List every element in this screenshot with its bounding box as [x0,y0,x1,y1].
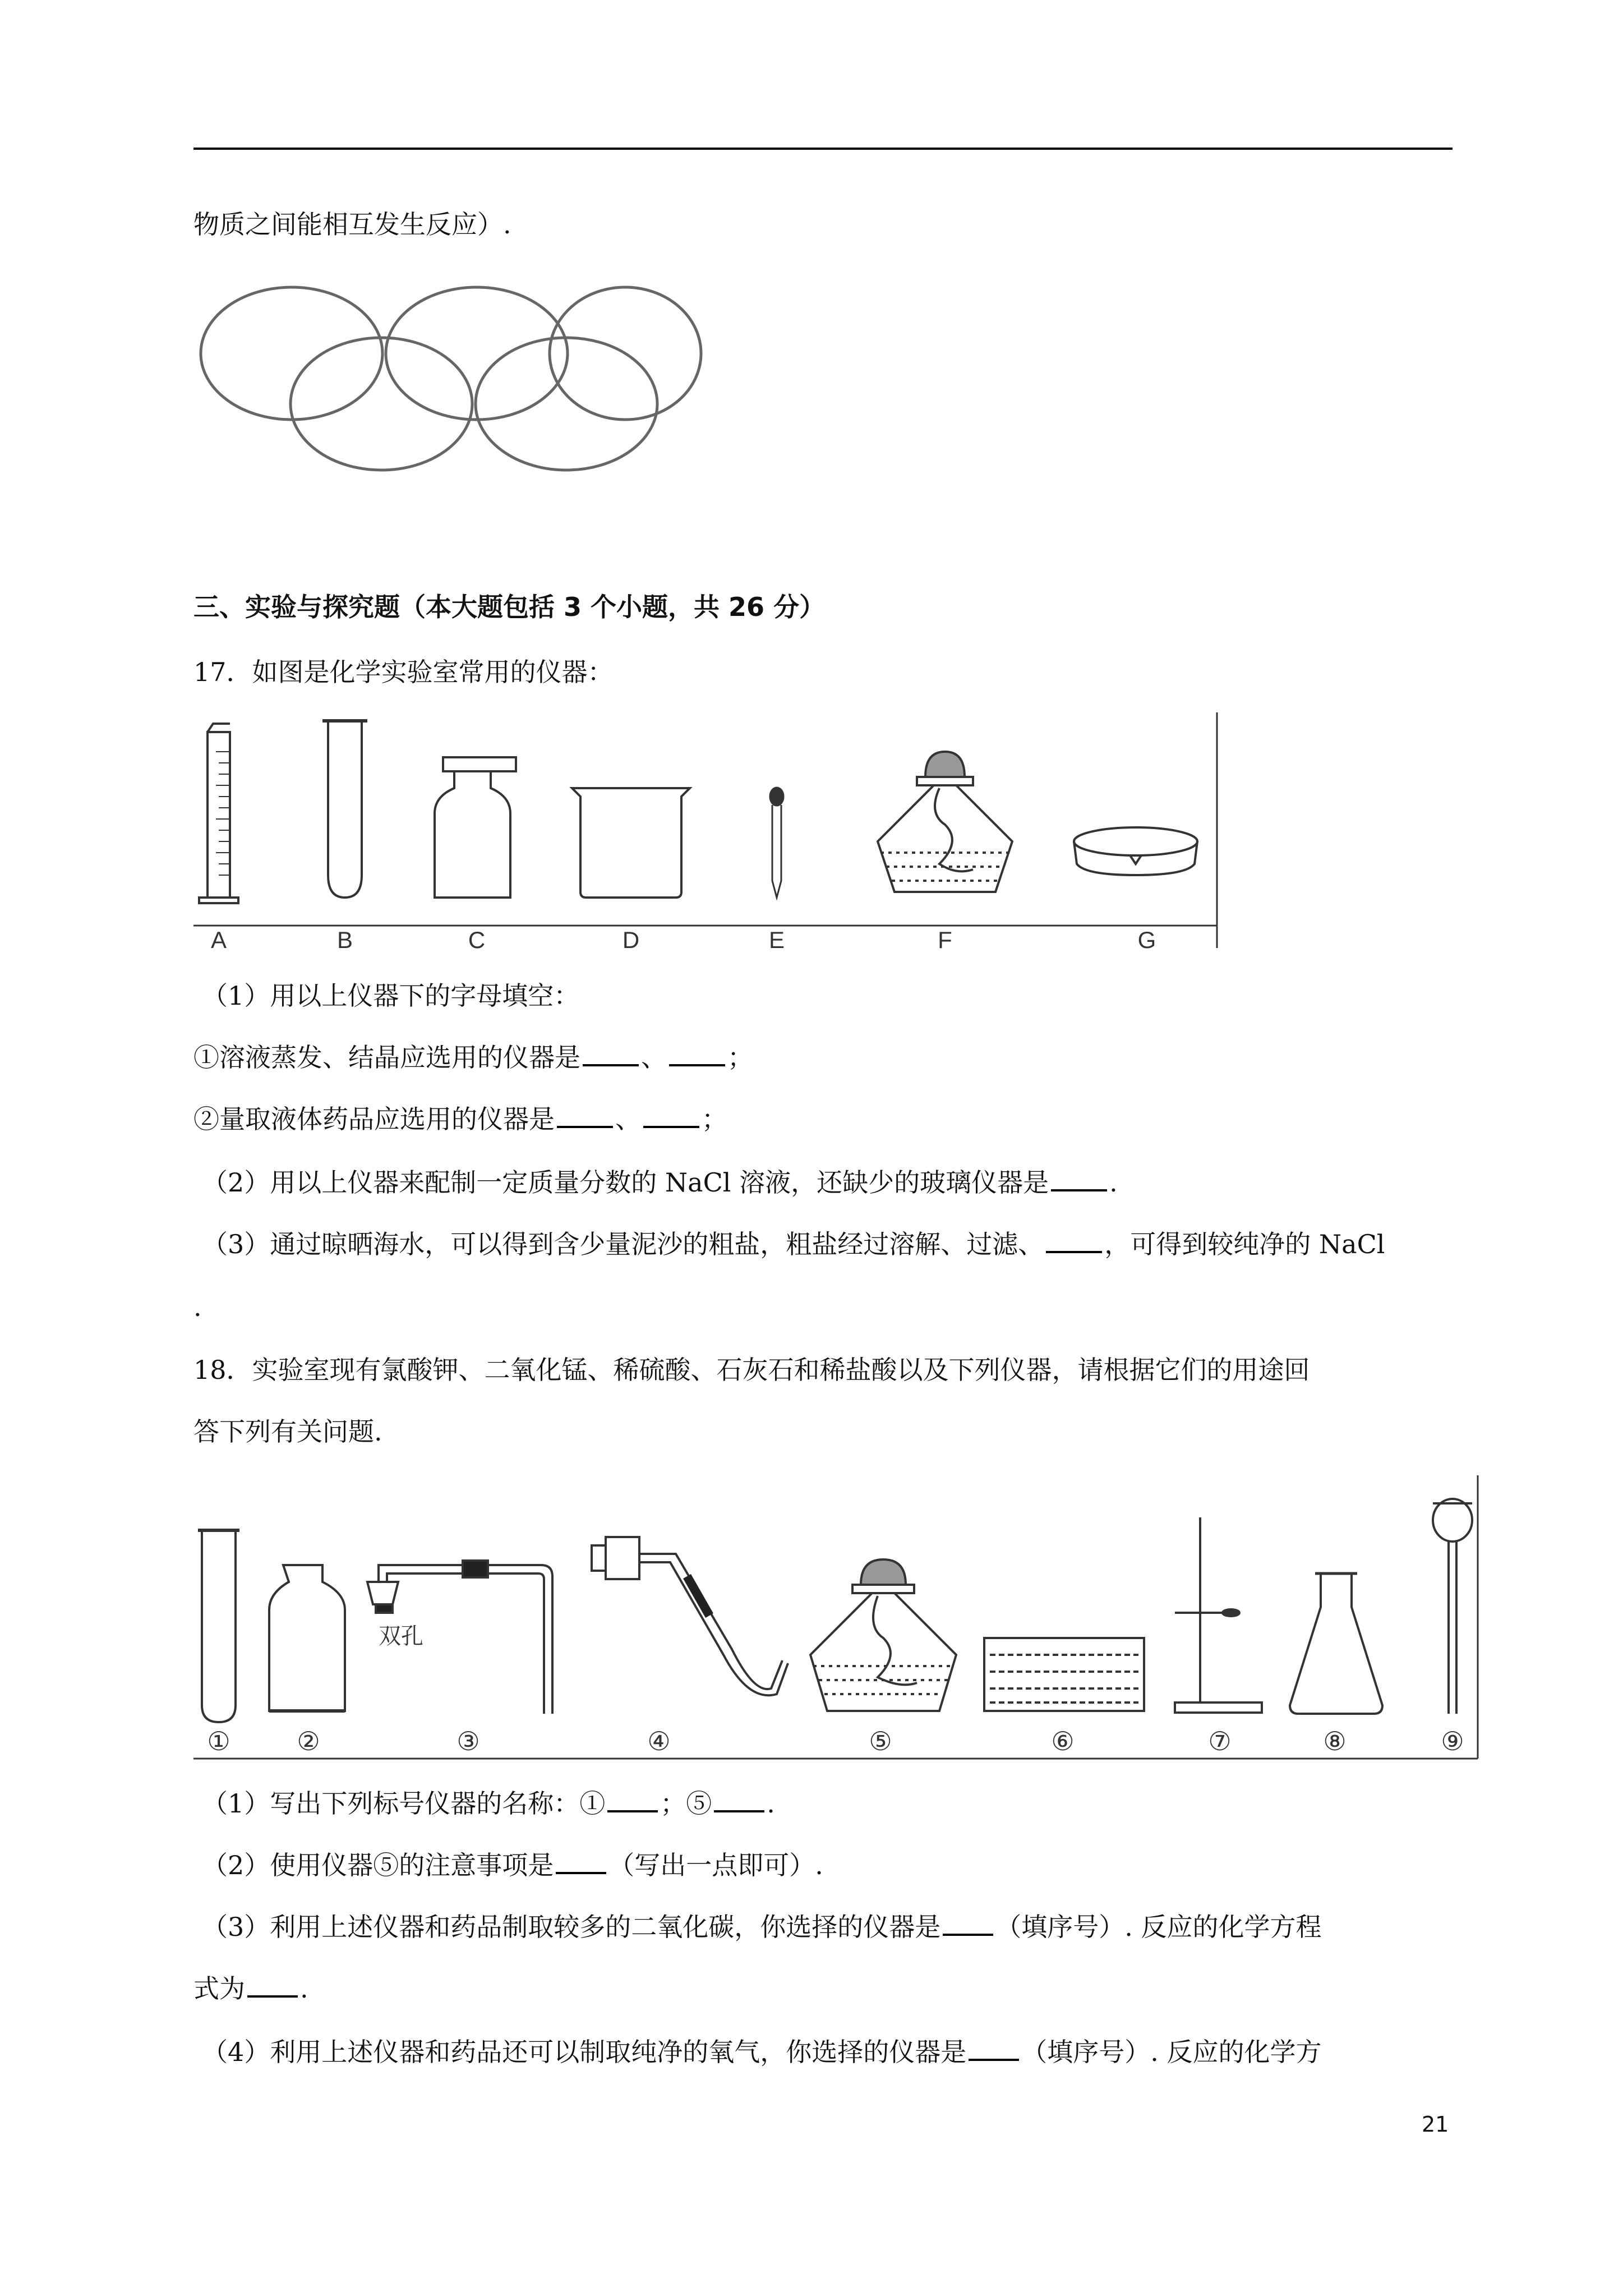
answer-blank[interactable] [557,1107,613,1128]
beaker-icon [572,788,690,898]
five-rings-figure [196,280,718,505]
q18-label-6: ⑥ [1051,1726,1075,1756]
q17-part3: （3）通过晾晒海水，可以得到含少量泥沙的粗盐，粗盐经过溶解、过滤、 ，可得到较纯净的 NaCl [202,1229,1385,1259]
q17-stem: 17．如图是化学实验室常用的仪器： [193,657,614,687]
graduated-cylinder-icon [199,724,238,903]
intro-tail-text: 物质之间能相互发生反应）. [193,209,511,240]
q17-part2: （2）用以上仪器来配制一定质量分数的 NaCl 溶液，还缺少的玻璃仪器是 . [202,1167,1118,1198]
q17-part1: （1）用以上仪器下的字母填空： [202,981,580,1011]
q17-label-D: D [622,927,640,953]
q18-label-3: ③ [457,1726,480,1756]
answer-blank[interactable] [556,1853,606,1874]
q18-label-2: ② [297,1726,320,1756]
gas-bottle-icon [269,1565,345,1711]
long-neck-funnel-icon [1433,1499,1472,1714]
q17-label-A: A [210,927,227,953]
reagent-bottle-icon [435,757,516,898]
q18-apparatus-figure [193,1475,1483,1767]
q17-part3-dot: . [193,1292,202,1322]
q17-label-E: E [768,927,785,953]
q18-label-4: ④ [647,1726,671,1756]
q17-part1a: ①溶液蒸发、结晶应选用的仪器是 、 ； [193,1042,753,1073]
answer-blank[interactable] [714,1791,764,1812]
stopper-label: 双孔 [379,1623,423,1649]
q17-part1b: ②量取液体药品应选用的仪器是 、 ； [193,1104,727,1134]
q18-part1: （1）写出下列标号仪器的名称：① ；⑤ . [202,1788,775,1819]
q18-stem-line2: 答下列有关问题. [193,1416,382,1447]
q17-label-G: G [1137,927,1156,953]
bent-delivery-tube-icon [592,1537,788,1695]
q17-label-C: C [468,927,486,953]
answer-blank[interactable] [247,1976,298,1998]
page-number: 21 [1422,2112,1449,2137]
answer-blank[interactable] [943,1915,993,1936]
alcohol-lamp-icon [810,1559,956,1711]
water-trough-icon [984,1638,1144,1711]
q17-label-B: B [336,927,353,953]
alcohol-lamp-icon [878,752,1012,892]
q17-label-F: F [938,927,952,953]
q18-part3-line2: 式为 . [193,1973,308,2004]
answer-blank[interactable] [1046,1232,1102,1253]
q18-label-1: ① [207,1726,230,1756]
q18-label-9: ⑨ [1441,1726,1464,1756]
answer-blank[interactable] [669,1045,725,1066]
test-tube-icon [328,721,362,898]
q18-stem-line1: 18．实验室现有氯酸钾、二氧化锰、稀硫酸、石灰石和稀盐酸以及下列仪器，请根据它们的用途回 [193,1355,1310,1385]
test-tube-icon [202,1531,236,1722]
answer-blank[interactable] [969,2040,1019,2061]
iron-stand-icon [1175,1517,1262,1713]
answer-blank[interactable] [643,1107,699,1128]
conical-flask-icon [1290,1573,1382,1714]
answer-blank[interactable] [583,1045,639,1066]
q17-apparatus-figure [193,712,1220,959]
q18-part4: （4）利用上述仪器和药品还可以制取纯净的氧气，你选择的仪器是 （填序号）. 反应的化学方 [202,2037,1322,2067]
q18-part2: （2）使用仪器⑤的注意事项是 （写出一点即可）. [202,1850,823,1880]
q18-label-5: ⑤ [869,1726,892,1756]
dropper-icon [770,788,783,898]
q18-label-8: ⑧ [1323,1726,1347,1756]
section3-title: 三、实验与探究题（本大题包括 3 个小题，共 26 分） [193,592,826,622]
answer-blank[interactable] [1051,1170,1107,1191]
q18-part3: （3）利用上述仪器和药品制取较多的二氧化碳，你选择的仪器是 （填序号）. 反应的化学方程 [202,1912,1322,1942]
answer-blank[interactable] [607,1791,658,1812]
q18-label-7: ⑦ [1208,1726,1232,1756]
evaporating-dish-icon [1074,827,1197,875]
header-rule [193,148,1453,150]
